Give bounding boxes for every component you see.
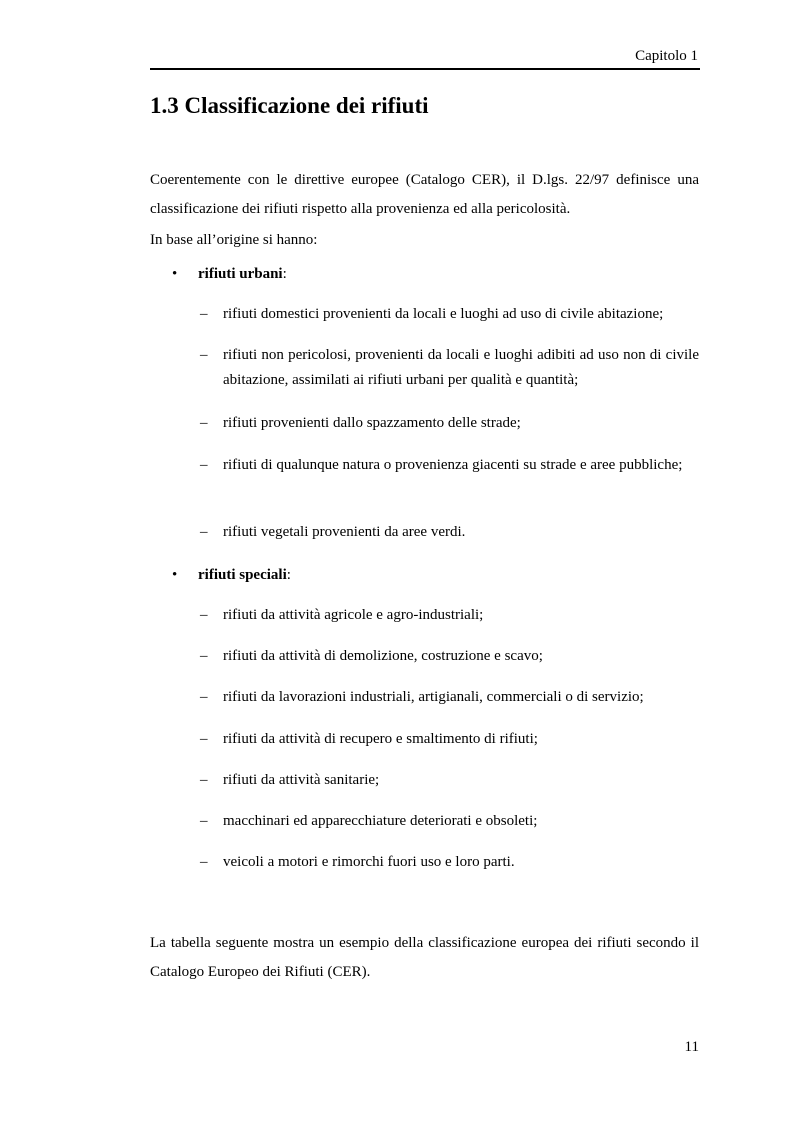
list-item-text: macchinari ed apparecchiature deteriorati e obsoleti; — [223, 813, 538, 829]
dash-icon: – — [200, 772, 208, 788]
origin-intro: In base all’origine si hanno: — [150, 232, 318, 248]
category-suffix: : — [282, 266, 287, 282]
list-item — [200, 644, 699, 669]
category-label — [198, 563, 291, 587]
intro-paragraph: Coerentemente con le direttive europee (Catalogo CER), il D.lgs. 22/97 definisce una classificazione dei rifiuti rispetto alla provenienza ed alla pericolosità. — [150, 172, 699, 217]
list-item — [200, 809, 699, 834]
category-label-text: rifiuti speciali — [198, 567, 287, 583]
list-item-text: rifiuti di qualunque natura o provenienza giacenti su strade e aree pubbliche; — [223, 457, 683, 473]
list-item — [200, 453, 699, 478]
list-item-text: rifiuti da attività sanitarie; — [223, 772, 380, 788]
list-item — [200, 302, 699, 327]
chapter-label: Capitolo 1 — [635, 48, 698, 64]
dash-icon: – — [200, 524, 208, 540]
dash-icon: – — [200, 415, 208, 431]
category-label-text: rifiuti urbani — [198, 266, 283, 282]
dash-icon: – — [200, 607, 208, 623]
category-label — [198, 262, 287, 286]
category-suffix: : — [286, 567, 291, 583]
dash-icon: – — [200, 457, 208, 473]
list-item-text: rifiuti da attività di demolizione, costruzione e scavo; — [223, 648, 543, 664]
dash-icon: – — [200, 813, 208, 829]
dash-icon: – — [200, 854, 208, 870]
list-item — [200, 850, 699, 875]
bullet-icon: • — [172, 266, 178, 282]
bullet-icon: • — [172, 567, 178, 583]
list-item-text: rifiuti provenienti dallo spazzamento delle strade; — [223, 415, 521, 431]
dash-icon: – — [200, 689, 208, 705]
list-item-text: rifiuti non pericolosi, provenienti da locali e luoghi adibiti ad uso non di civile abitazione, assimilati ai rifiuti urbani per qualità e quantità; — [223, 347, 699, 388]
dash-icon: – — [200, 306, 208, 322]
list-item — [200, 520, 699, 545]
page-number: 11 — [684, 1039, 699, 1055]
list-item — [200, 727, 699, 752]
running-header — [150, 46, 700, 70]
list-item-text: veicoli a motori e rimorchi fuori uso e loro parti. — [223, 854, 515, 870]
section-title: 1.3 Classificazione dei rifiuti — [150, 93, 429, 118]
list-item-text: rifiuti domestici provenienti da locali e luoghi ad uso di civile abitazione; — [223, 306, 664, 322]
list-item — [200, 411, 699, 436]
dash-icon: – — [200, 648, 208, 664]
dash-icon: – — [200, 731, 208, 747]
list-item-text: rifiuti da attività di recupero e smaltimento di rifiuti; — [223, 731, 538, 747]
list-item — [200, 685, 699, 710]
dash-icon: – — [200, 347, 208, 363]
list-item — [200, 768, 699, 793]
list-item-text: rifiuti da lavorazioni industriali, artigianali, commerciali o di servizio; — [223, 689, 644, 705]
list-item — [200, 343, 699, 393]
closing-paragraph: La tabella seguente mostra un esempio della classificazione europea dei rifiuti secondo il Catalogo Europeo dei Rifiuti (CER). — [150, 935, 699, 980]
list-item — [200, 603, 699, 628]
list-item-text: rifiuti da attività agricole e agro-industriali; — [223, 607, 484, 623]
list-item-text: rifiuti vegetali provenienti da aree verdi. — [223, 524, 466, 540]
